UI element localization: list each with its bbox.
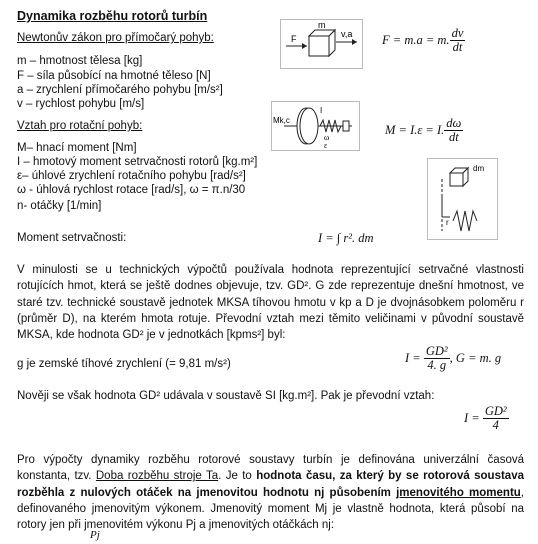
- epsilon-label: ε: [324, 141, 328, 150]
- rotational-line-angular-velocity: ω - úhlová rychlost rotace [rad/s], ω = π.n/30: [17, 184, 246, 196]
- rotational-line-rpm: n- otáčky [1/min]: [17, 200, 102, 212]
- si-text: Nověji se však hodnota GD² udávala v soustavě SI [kg.m²]. Pak je převodní vztah:: [17, 390, 435, 402]
- linear-line-mass: m – hmotnost tělesa [kg]: [17, 55, 143, 67]
- si-formula: [464, 405, 509, 432]
- document-title: Dynamika rozběhu rotorů turbín: [17, 9, 208, 23]
- newton-formula-denominator: dt: [452, 40, 463, 54]
- paragraph-gd2-history: V minulosti se u technických výpočtů používala hodnota reprezentující setrvačné vlastnosti rotujících hmot, která se ještě dodnes objevuje, tzv. GD². G zde reprezentuje dnešní hmotnost, ve staré tzv. technické soustavě jednotek MKSA tíhovou hmotu v kp a D je dvojnásobkem poloměru r (průměr D), na kterém hmota rotuje. Převodní vztah mezi těmito veličinami v původní soustavě MKSA, kde hodnota GD² je v jednotkách [kpms²] byl:: [17, 264, 524, 342]
- mass-block-diagram: [281, 20, 362, 68]
- linear-line-acceleration: a – zrychlení přímočarého pohybu [m/s²]: [17, 84, 223, 96]
- p2-part3: . Je to: [218, 470, 257, 483]
- velocity-label: v,a: [341, 29, 353, 39]
- bottom-formula-fragment: Pj: [90, 529, 100, 541]
- rotational-line-inertia: I – hmotový moment setrvačnosti rotorů [kg.m²]: [17, 156, 258, 168]
- inertia-label-text: Moment setrvačnosti:: [17, 232, 127, 244]
- p2-part1: Pro výpočty dynamiky rozběhu rotorové soustavy turbín je definována univerzální časová konstanta, tzv.: [17, 454, 524, 483]
- rotational-heading: Vztah pro rotační pohyb:: [17, 120, 143, 132]
- gravity-formula-numerator: GD²: [425, 344, 448, 358]
- p2-nominal-moment-term: jmenovitého momentu: [396, 486, 521, 499]
- rotational-line-moment: M– hnací moment [Nm]: [17, 142, 137, 154]
- torque-label: Mk,c: [273, 116, 290, 125]
- newton-formula-numerator: dv: [451, 26, 464, 40]
- si-formula-denominator: 4: [492, 418, 499, 432]
- mass-element-diagram: [428, 159, 497, 239]
- linear-line-force: F – síla působící na hmotné těleso [N]: [17, 70, 211, 82]
- gravity-formula-rhs: , G = m. g: [449, 351, 502, 365]
- newton-formula: [382, 27, 465, 54]
- linear-heading: Newtonův zákon pro přímočarý pohyb:: [17, 32, 214, 44]
- omega-label: ω: [324, 133, 330, 142]
- si-formula-numerator: GD²: [484, 404, 507, 418]
- rotational-line-angular-accel: ε– úhlové zrychlení rotačního pohybu [rad/s²]: [17, 170, 246, 182]
- mass-element-figure: [427, 158, 498, 240]
- rotation-formula-denominator: dt: [448, 130, 459, 144]
- gravity-text: g je zemské tíhové zrychlení (= 9,81 m/s²): [17, 358, 231, 370]
- radius-label: r: [446, 218, 449, 227]
- p2-startup-time-term: Doba rozběhu stroje Ta: [95, 470, 219, 483]
- linear-line-velocity: v – rychlost pohybu [m/s]: [17, 98, 145, 110]
- paragraph-startup-time: [17, 452, 524, 533]
- gravity-formula-lhs: I =: [405, 351, 421, 365]
- p2-part6: , definovaného jmenovitým výkonem. Jmenovitý moment Mj je vlastně hodnota, která působí na rotory jen při jmenovitém výkonu Pj a jmenovitých otáčkách nj:: [17, 486, 524, 532]
- dm-label: dm: [473, 164, 485, 173]
- inertia-formula: I = ∫ r². dm: [318, 231, 374, 245]
- gravity-formula: [405, 345, 501, 372]
- newton-formula-lhs: F = m.a = m.: [382, 33, 450, 47]
- si-formula-lhs: I =: [464, 411, 480, 425]
- rotor-figure: [271, 101, 360, 151]
- force-label: F: [291, 34, 297, 44]
- rotation-formula-lhs: M = I.ε = I.: [385, 123, 445, 137]
- inertia-label: I: [320, 106, 323, 115]
- mass-label: m: [318, 20, 326, 30]
- gravity-formula-denominator: 4. g: [427, 358, 447, 372]
- rotor-diagram: [272, 102, 359, 150]
- linear-motion-figure: [280, 19, 363, 69]
- p2-definition: hodnota času, za který by se rotorová soustava rozběhla z nulových otáček na jmenovitou hodnotu nj působením: [17, 470, 524, 499]
- rotation-formula-numerator: dω: [446, 116, 462, 130]
- rotation-formula: [385, 117, 463, 144]
